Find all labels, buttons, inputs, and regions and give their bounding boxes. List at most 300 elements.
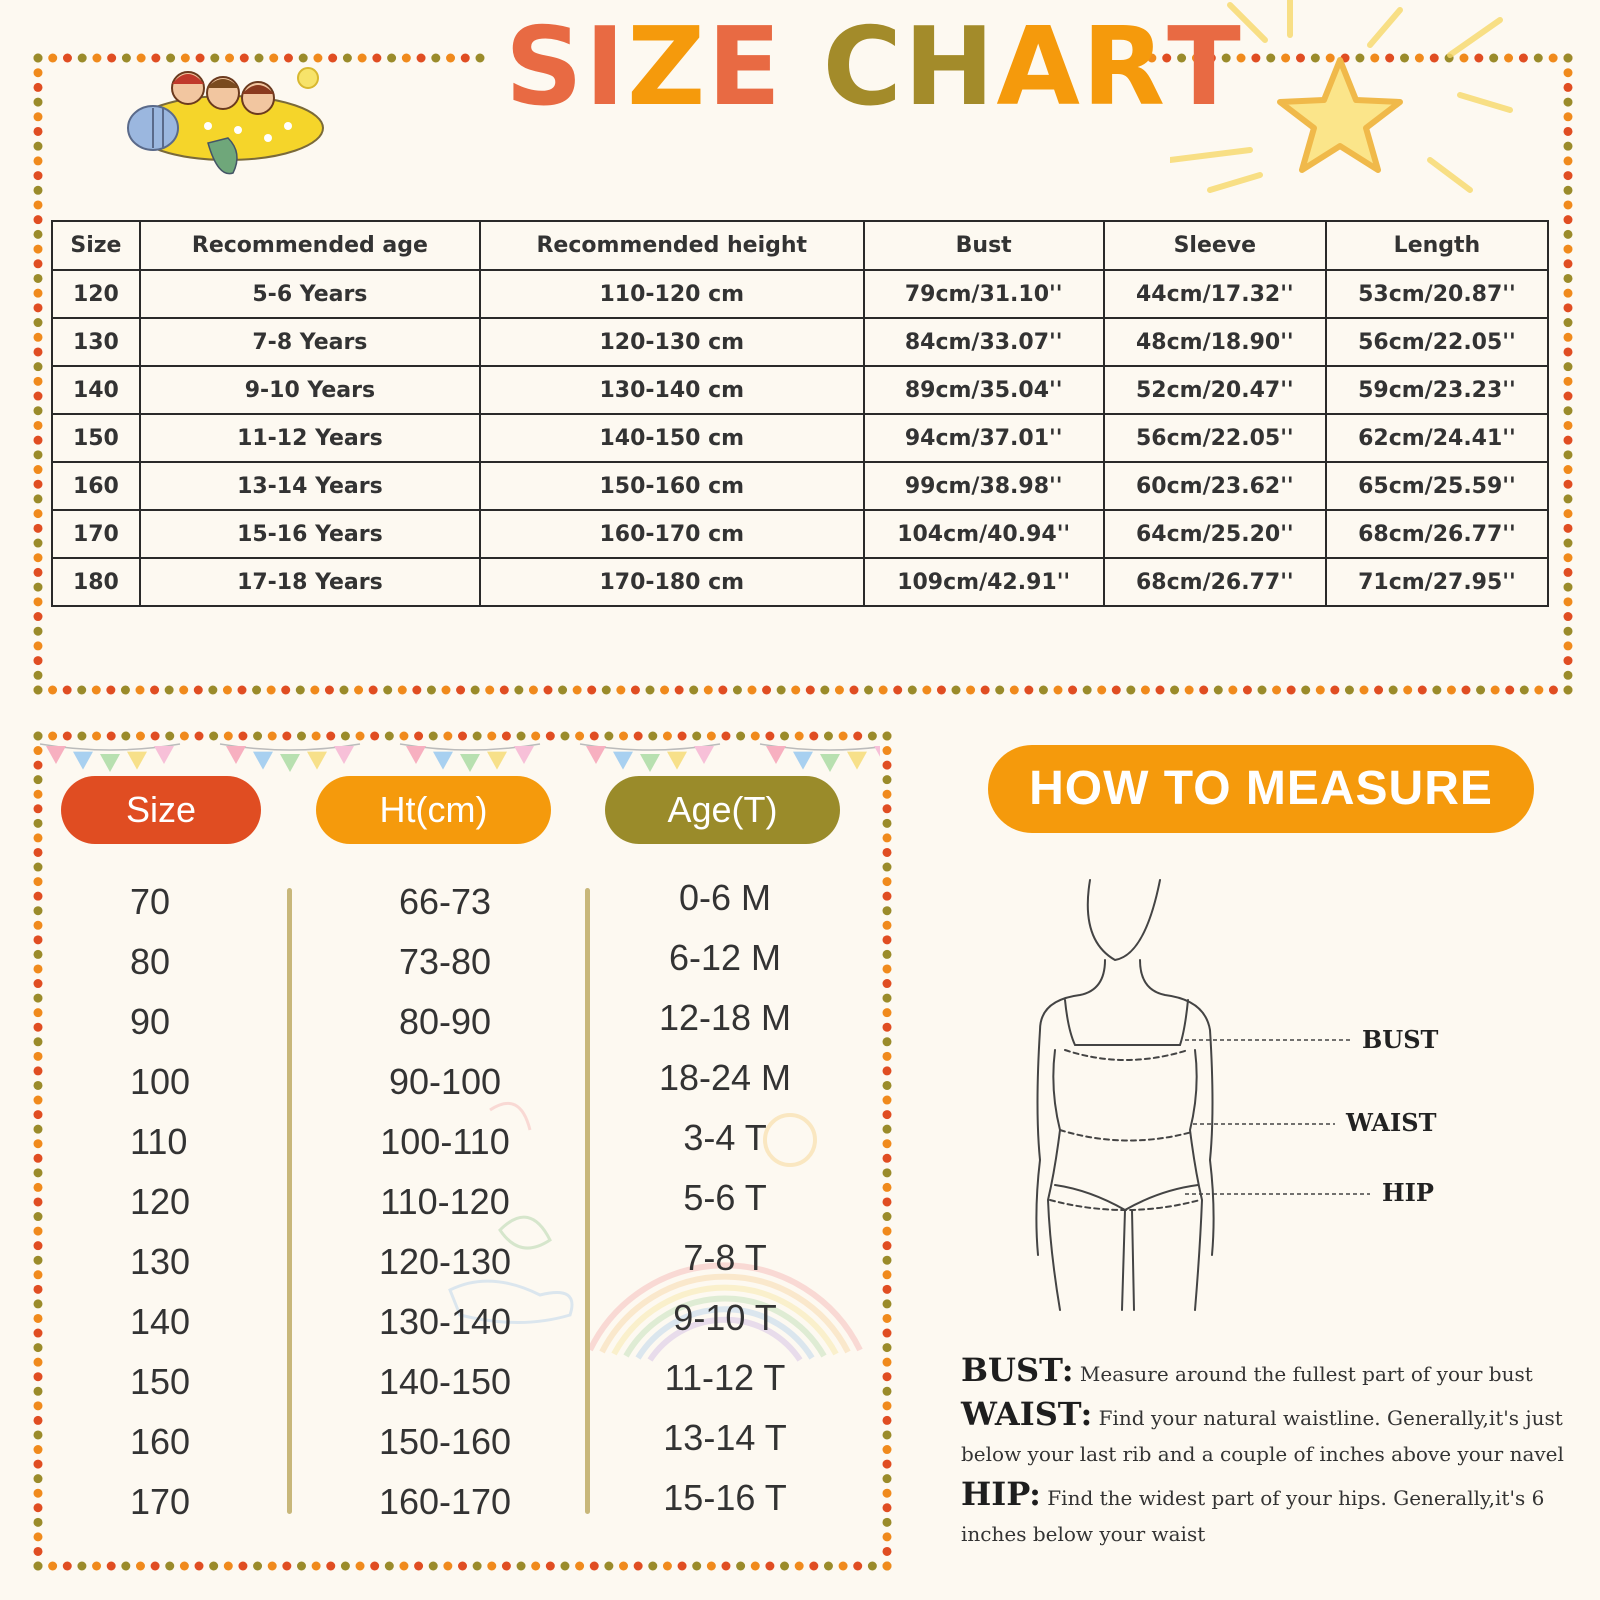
frame-dot xyxy=(1564,112,1573,121)
frame-dot xyxy=(63,1562,72,1571)
frame-dot xyxy=(34,1430,43,1439)
frame-dot xyxy=(820,686,829,695)
frame-dot xyxy=(883,1343,892,1352)
frame-dot xyxy=(34,1299,43,1308)
frame-dot xyxy=(883,1285,892,1294)
frame-dot xyxy=(48,1562,57,1571)
frame-dot xyxy=(883,892,892,901)
list-item: 150 xyxy=(130,1361,191,1402)
frame-dot xyxy=(34,979,43,988)
frame-dot xyxy=(952,686,961,695)
table-cell: 120 xyxy=(52,270,140,318)
frame-dot xyxy=(883,921,892,930)
table-cell: 160-170 cm xyxy=(480,510,864,558)
frame-dot xyxy=(195,1562,204,1571)
frame-dot xyxy=(427,686,436,695)
bunting-flag xyxy=(766,746,786,764)
frame-dot xyxy=(883,863,892,872)
frame-dot xyxy=(325,686,334,695)
frame-dot xyxy=(1141,686,1150,695)
frame-dot xyxy=(1228,686,1237,695)
frame-dot xyxy=(883,1460,892,1469)
frame-dot xyxy=(34,186,43,195)
frame-dot xyxy=(252,686,261,695)
frame-dot xyxy=(34,1183,43,1192)
frame-dot xyxy=(34,1358,43,1367)
kids-size-list xyxy=(130,880,190,1540)
bunting-flag xyxy=(847,752,867,770)
hip-note xyxy=(961,1476,1581,1552)
frame-dot xyxy=(1287,686,1296,695)
frame-dot xyxy=(1564,641,1573,650)
frame-dot xyxy=(1564,259,1573,268)
bunting-flag xyxy=(154,746,174,764)
frame-dot xyxy=(282,1562,291,1571)
frame-dot xyxy=(883,1081,892,1090)
frame-dot xyxy=(34,627,43,636)
frame-dot xyxy=(34,509,43,518)
frame-dot xyxy=(223,686,232,695)
bunting-flag xyxy=(73,752,93,770)
frame-dot xyxy=(762,686,771,695)
how-to-measure-banner: HOW TO MEASURE xyxy=(988,745,1534,833)
frame-dot xyxy=(1476,686,1485,695)
bunting-flag xyxy=(433,752,453,770)
table-cell: 110-120 cm xyxy=(480,270,864,318)
frame-dot xyxy=(34,450,43,459)
frame-dot xyxy=(414,1562,423,1571)
frame-dot xyxy=(34,1343,43,1352)
frame-dot xyxy=(1549,686,1558,695)
measure-instructions xyxy=(961,1352,1581,1556)
frame-dot xyxy=(224,1562,233,1571)
table-cell: 56cm/22.05'' xyxy=(1104,414,1326,462)
frame-dot xyxy=(1564,98,1573,107)
frame-dot xyxy=(1491,686,1500,695)
frame-dot xyxy=(707,1562,716,1571)
bunting-flag xyxy=(694,746,714,764)
list-item: 5-6 T xyxy=(683,1177,767,1218)
frame-dot xyxy=(1564,539,1573,548)
frame-dot xyxy=(34,406,43,415)
frame-dot xyxy=(1564,377,1573,386)
frame-dot xyxy=(1418,686,1427,695)
frame-dot xyxy=(34,804,43,813)
frame-dot xyxy=(883,877,892,886)
list-item: 110-120 xyxy=(380,1181,510,1222)
frame-dot xyxy=(648,1562,657,1571)
frame-dot xyxy=(179,686,188,695)
frame-dot xyxy=(1360,686,1369,695)
bust-label: BUST xyxy=(1362,1025,1439,1054)
bunting-flag xyxy=(280,754,300,772)
frame-dot xyxy=(587,686,596,695)
frame-dot xyxy=(795,1562,804,1571)
frame-dot xyxy=(34,877,43,886)
frame-dot xyxy=(34,230,43,239)
frame-dot xyxy=(791,686,800,695)
frame-dot xyxy=(1564,215,1573,224)
frame-dot xyxy=(473,1562,482,1571)
frame-dot xyxy=(34,127,43,136)
frame-dot xyxy=(883,1489,892,1498)
frame-dot xyxy=(1564,171,1573,180)
frame-dot xyxy=(34,215,43,224)
list-item: 140-150 xyxy=(378,1361,512,1402)
frame-dot xyxy=(780,1562,789,1571)
header-recommended-age: Recommended age xyxy=(140,221,480,270)
bunting-flag xyxy=(406,746,426,764)
frame-dot xyxy=(1054,686,1063,695)
frame-dot xyxy=(34,641,43,650)
frame-dot xyxy=(34,553,43,562)
frame-dot xyxy=(326,1562,335,1571)
table-cell: 64cm/25.20'' xyxy=(1104,510,1326,558)
list-item: 6-12 M xyxy=(668,937,782,978)
frame-dot xyxy=(883,1503,892,1512)
frame-dot xyxy=(883,1518,892,1527)
frame-dot xyxy=(1564,612,1573,621)
frame-dot xyxy=(34,539,43,548)
frame-dot xyxy=(883,1474,892,1483)
list-item: 13-14 T xyxy=(663,1417,787,1458)
frame-dot xyxy=(1374,686,1383,695)
frame-dot xyxy=(34,274,43,283)
frame-dot xyxy=(1112,686,1121,695)
frame-dot xyxy=(34,303,43,312)
frame-dot xyxy=(1462,686,1471,695)
frame-dot xyxy=(883,732,892,741)
list-item: 130-140 xyxy=(378,1301,512,1342)
frame-dot xyxy=(34,1329,43,1338)
frame-dot xyxy=(34,142,43,151)
frame-dot xyxy=(1564,480,1573,489)
frame-dot xyxy=(34,935,43,944)
frame-dot xyxy=(34,1314,43,1323)
frame-dot xyxy=(78,54,87,63)
table-row xyxy=(52,510,1548,558)
frame-dot xyxy=(1534,686,1543,695)
frame-dot xyxy=(487,1562,496,1571)
title-letters xyxy=(783,8,823,128)
frame-dot xyxy=(34,964,43,973)
table-cell: 52cm/20.47'' xyxy=(1104,366,1326,414)
list-item: 80 xyxy=(130,941,171,982)
frame-dot xyxy=(238,686,247,695)
frame-dot xyxy=(34,1387,43,1396)
frame-dot xyxy=(281,686,290,695)
frame-dot xyxy=(34,347,43,356)
list-item: 90-100 xyxy=(388,1061,502,1102)
table-cell: 170 xyxy=(52,510,140,558)
frame-dot xyxy=(883,1358,892,1367)
frame-dot xyxy=(1068,686,1077,695)
table-cell: 140 xyxy=(52,366,140,414)
frame-dot xyxy=(208,686,217,695)
frame-dot xyxy=(267,686,276,695)
frame-dot xyxy=(1243,686,1252,695)
frame-dot xyxy=(34,950,43,959)
frame-dot xyxy=(531,1562,540,1571)
frame-dot xyxy=(34,333,43,342)
frame-dot xyxy=(1564,347,1573,356)
table-cell: 79cm/31.10'' xyxy=(864,270,1104,318)
frame-dot xyxy=(883,1197,892,1206)
frame-dot xyxy=(34,112,43,121)
frame-dot xyxy=(121,686,130,695)
frame-dot xyxy=(514,686,523,695)
frame-dot xyxy=(1024,686,1033,695)
frame-dot xyxy=(209,1562,218,1571)
frame-dot xyxy=(883,804,892,813)
frame-dot xyxy=(34,1532,43,1541)
table-cell: 15-16 Years xyxy=(140,510,480,558)
title-letters: CH xyxy=(822,5,997,130)
frame-dot xyxy=(34,524,43,533)
frame-dot xyxy=(34,612,43,621)
table-row xyxy=(52,366,1548,414)
frame-dot xyxy=(34,1489,43,1498)
frame-dot xyxy=(34,436,43,445)
frame-dot xyxy=(1564,524,1573,533)
note-text: Measure around the fullest part of your bust xyxy=(1079,1362,1533,1386)
age-column-header: Age(T) xyxy=(605,776,840,844)
frame-dot xyxy=(883,775,892,784)
table-cell: 109cm/42.91'' xyxy=(864,558,1104,606)
list-item: 7-8 T xyxy=(683,1237,767,1278)
frame-dot xyxy=(34,892,43,901)
frame-dot xyxy=(34,848,43,857)
frame-dot xyxy=(883,1416,892,1425)
frame-dot xyxy=(1564,68,1573,77)
frame-dot xyxy=(34,1474,43,1483)
frame-dot xyxy=(77,686,86,695)
frame-dot xyxy=(48,54,57,63)
frame-dot xyxy=(387,54,396,63)
frame-dot xyxy=(1520,686,1529,695)
frame-dot xyxy=(34,1256,43,1265)
frame-dot xyxy=(297,1562,306,1571)
frame-dot xyxy=(675,686,684,695)
frame-dot xyxy=(883,761,892,770)
frame-dot xyxy=(1564,494,1573,503)
frame-dot xyxy=(106,686,115,695)
frame-dot xyxy=(1564,303,1573,312)
frame-dot xyxy=(385,1562,394,1571)
frame-dot xyxy=(824,1562,833,1571)
frame-dot xyxy=(1185,686,1194,695)
frame-dot xyxy=(34,494,43,503)
frame-dot xyxy=(692,1562,701,1571)
frame-dot xyxy=(560,1562,569,1571)
frame-dot xyxy=(92,686,101,695)
header-recommended-height: Recommended height xyxy=(480,221,864,270)
table-cell: 53cm/20.87'' xyxy=(1326,270,1548,318)
frame-dot xyxy=(383,686,392,695)
table-cell: 71cm/27.95'' xyxy=(1326,558,1548,606)
header-size: Size xyxy=(52,221,140,270)
frame-dot xyxy=(34,1401,43,1410)
frame-dot xyxy=(253,1562,262,1571)
bunting-flag xyxy=(514,746,534,764)
frame-dot xyxy=(34,1416,43,1425)
frame-dot xyxy=(1564,274,1573,283)
frame-dot xyxy=(34,656,43,665)
frame-dot xyxy=(883,1139,892,1148)
frame-dot xyxy=(34,1547,43,1556)
frame-dot xyxy=(107,54,116,63)
frame-dot xyxy=(883,1532,892,1541)
frame-dot xyxy=(1564,597,1573,606)
frame-dot xyxy=(412,686,421,695)
header-bust: Bust xyxy=(864,221,1104,270)
frame-dot xyxy=(34,171,43,180)
frame-dot xyxy=(1564,686,1573,695)
frame-dot xyxy=(733,686,742,695)
table-cell: 68cm/26.77'' xyxy=(1104,558,1326,606)
frame-dot xyxy=(1389,686,1398,695)
frame-dot xyxy=(883,1096,892,1105)
frame-dot xyxy=(354,686,363,695)
frame-dot xyxy=(966,686,975,695)
list-item: 160-170 xyxy=(378,1481,512,1522)
bunting-flag xyxy=(100,754,120,772)
frame-dot xyxy=(604,1562,613,1571)
frame-dot xyxy=(558,686,567,695)
frame-dot xyxy=(602,686,611,695)
table-row xyxy=(52,318,1548,366)
frame-dot xyxy=(736,1562,745,1571)
frame-dot xyxy=(748,686,757,695)
frame-dot xyxy=(1564,568,1573,577)
frame-dot xyxy=(883,1372,892,1381)
bunting-flag xyxy=(667,752,687,770)
list-item: 140 xyxy=(130,1301,191,1342)
frame-dot xyxy=(1301,686,1310,695)
list-item: 160 xyxy=(130,1421,191,1462)
frame-dot xyxy=(544,686,553,695)
frame-dot xyxy=(63,54,72,63)
frame-dot xyxy=(864,686,873,695)
frame-dot xyxy=(165,1562,174,1571)
frame-dot xyxy=(1258,686,1267,695)
list-item: 9-10 T xyxy=(673,1297,777,1338)
frame-dot xyxy=(751,1562,760,1571)
frame-dot xyxy=(883,848,892,857)
frame-dot xyxy=(369,686,378,695)
frame-dot xyxy=(806,686,815,695)
frame-dot xyxy=(1564,465,1573,474)
frame-dot xyxy=(402,54,411,63)
table-cell: 150-160 cm xyxy=(480,462,864,510)
frame-dot xyxy=(883,1387,892,1396)
frame-dot xyxy=(631,686,640,695)
frame-dot xyxy=(853,1562,862,1571)
frame-dot xyxy=(34,156,43,165)
list-item: 66-73 xyxy=(398,881,492,922)
kids-airplane-illustration xyxy=(118,48,328,178)
frame-dot xyxy=(343,54,352,63)
frame-dot xyxy=(34,921,43,930)
frame-dot xyxy=(1564,671,1573,680)
table-cell: 7-8 Years xyxy=(140,318,480,366)
list-item: 110 xyxy=(130,1121,188,1162)
frame-dot xyxy=(34,568,43,577)
frame-dot xyxy=(1564,289,1573,298)
frame-dot xyxy=(34,1066,43,1075)
frame-dot xyxy=(1564,230,1573,239)
frame-dot xyxy=(839,1562,848,1571)
frame-dot xyxy=(883,964,892,973)
frame-dot xyxy=(1564,186,1573,195)
frame-dot xyxy=(883,979,892,988)
note-term: BUST: xyxy=(961,1351,1074,1389)
frame-dot xyxy=(1564,450,1573,459)
table-cell: 56cm/22.05'' xyxy=(1326,318,1548,366)
frame-dot xyxy=(107,1562,116,1571)
title-letters: E xyxy=(707,5,784,130)
frame-dot xyxy=(136,1562,145,1571)
frame-dot xyxy=(883,1314,892,1323)
note-text: Find your natural waistline. Generally,it's just below your last rib and a couple of inches above your navel xyxy=(961,1406,1564,1466)
frame-dot xyxy=(34,1168,43,1177)
frame-dot xyxy=(663,1562,672,1571)
size-column-header: Size xyxy=(61,776,261,844)
hip-label: HIP xyxy=(1382,1178,1434,1207)
frame-dot xyxy=(883,994,892,1003)
frame-dot xyxy=(850,686,859,695)
table-row xyxy=(52,462,1548,510)
frame-dot xyxy=(1345,686,1354,695)
frame-dot xyxy=(883,1023,892,1032)
frame-dot xyxy=(398,686,407,695)
table-cell: 9-10 Years xyxy=(140,366,480,414)
frame-dot xyxy=(34,1503,43,1512)
frame-dot xyxy=(194,686,203,695)
frame-dot xyxy=(1199,686,1208,695)
frame-dot xyxy=(883,1562,892,1571)
table-cell: 65cm/25.59'' xyxy=(1326,462,1548,510)
frame-dot xyxy=(995,686,1004,695)
bunting-flag xyxy=(586,746,606,764)
title-letters: Z xyxy=(626,5,708,130)
frame-dot xyxy=(238,1562,247,1571)
frame-dot xyxy=(34,259,43,268)
table-cell: 180 xyxy=(52,558,140,606)
frame-dot xyxy=(34,98,43,107)
frame-dot xyxy=(34,686,43,695)
bunting-flag xyxy=(253,752,273,770)
frame-dot xyxy=(34,994,43,1003)
star-illustration xyxy=(1170,0,1550,220)
frame-dot xyxy=(1316,686,1325,695)
frame-dot xyxy=(1010,686,1019,695)
note-text: Find the widest part of your hips. Generally,it's 6 inches below your waist xyxy=(961,1486,1545,1546)
frame-dot xyxy=(310,686,319,695)
table-cell: 11-12 Years xyxy=(140,414,480,462)
frame-dot xyxy=(34,1110,43,1119)
frame-dot xyxy=(765,1562,774,1571)
frame-dot xyxy=(883,1037,892,1046)
frame-dot xyxy=(461,54,470,63)
frame-dot xyxy=(1564,553,1573,562)
frame-dot xyxy=(476,54,485,63)
frame-dot xyxy=(893,686,902,695)
bunting-flag xyxy=(487,752,507,770)
bunting-flag xyxy=(226,746,246,764)
frame-dot xyxy=(370,1562,379,1571)
list-item: 3-4 T xyxy=(683,1117,767,1158)
